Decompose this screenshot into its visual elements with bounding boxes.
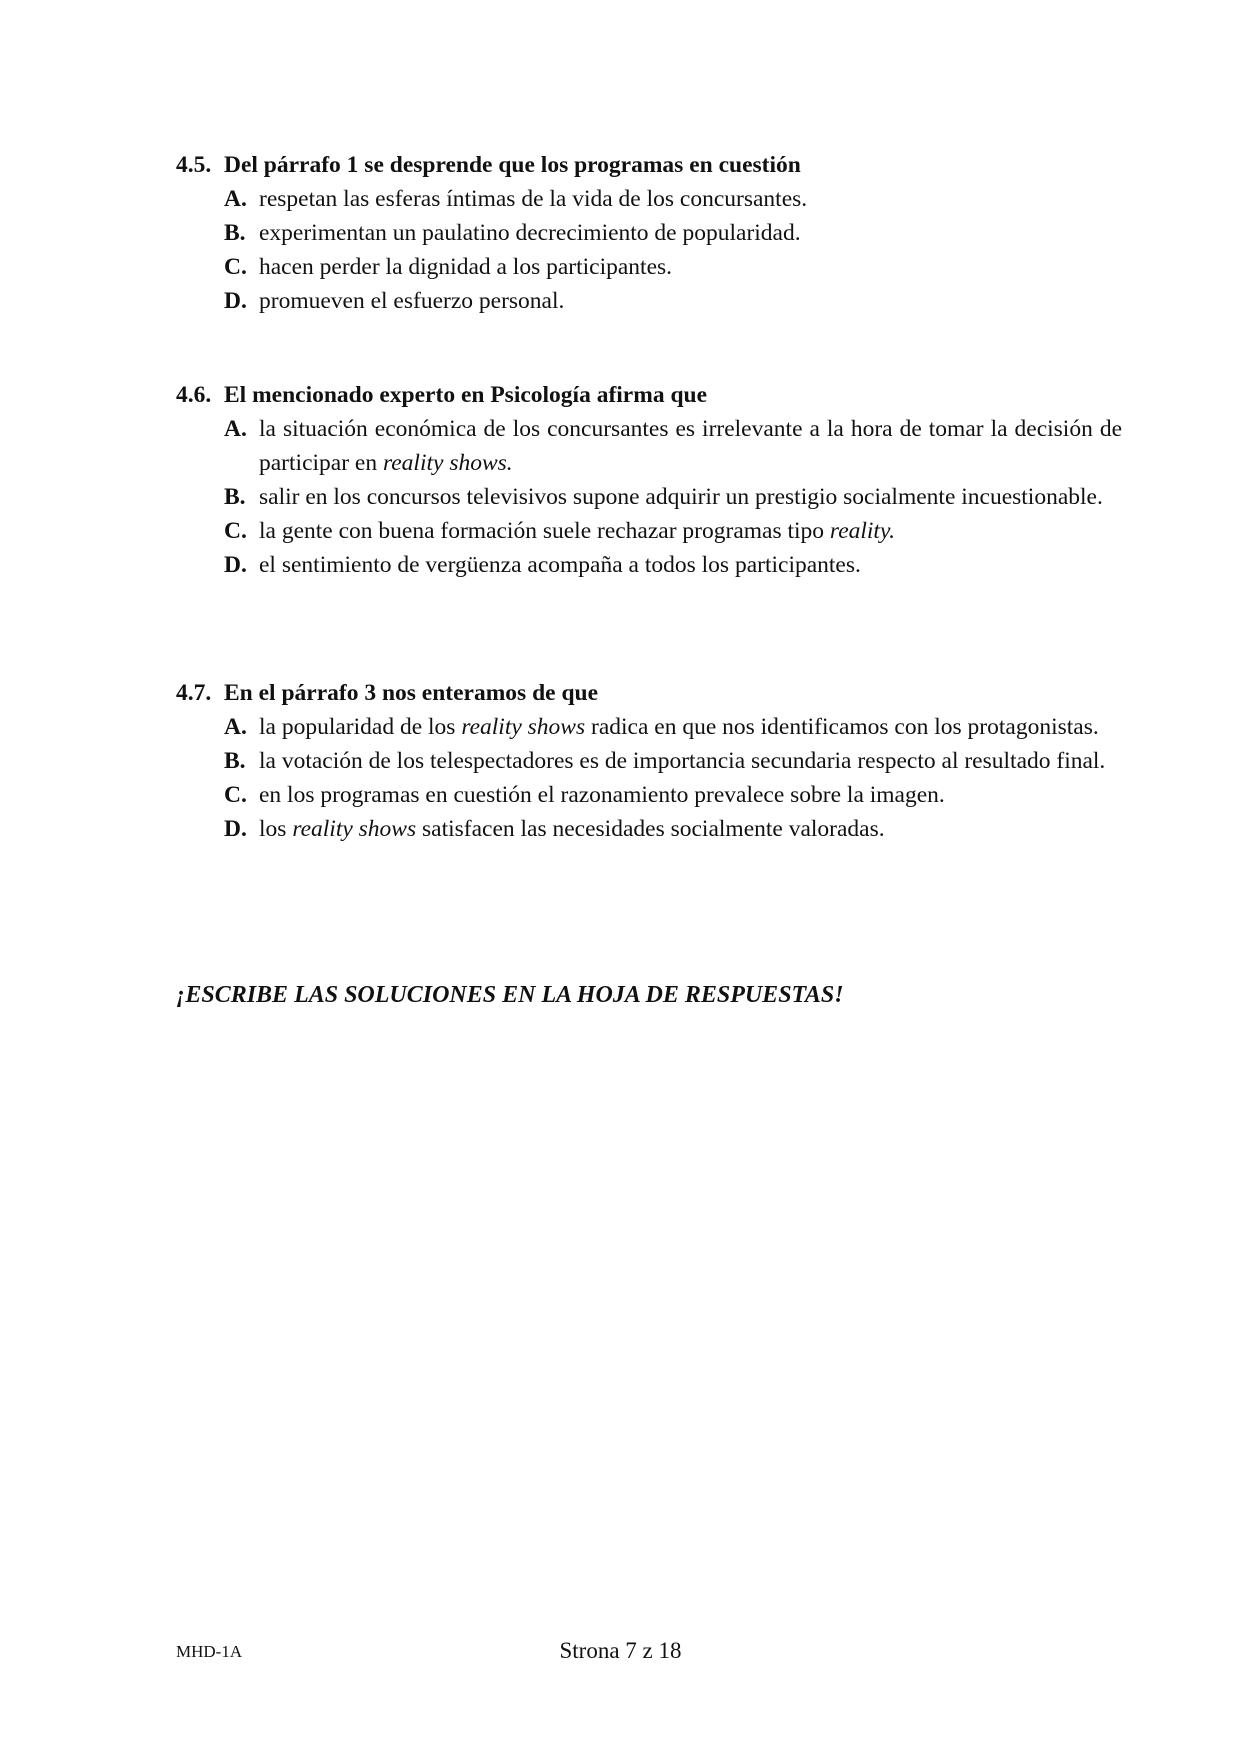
option-text bbox=[259, 284, 1122, 318]
option-letter: A. bbox=[224, 714, 247, 740]
footer-exam-code: MHD-1A bbox=[176, 1642, 243, 1661]
question-stem: Del párrafo 1 se desprende que los programas en cuestión bbox=[224, 152, 801, 178]
question-4-6 bbox=[176, 378, 1122, 582]
option-letter: D. bbox=[224, 552, 247, 578]
options-list bbox=[224, 182, 1122, 318]
option-letter: C. bbox=[224, 782, 247, 808]
option-letter: B. bbox=[224, 220, 246, 246]
option-text-italic: reality shows bbox=[461, 714, 586, 740]
question-heading bbox=[176, 148, 1122, 182]
option-text-segment: la popularidad de los bbox=[259, 714, 462, 740]
question-heading bbox=[176, 378, 1122, 412]
answer-option-b bbox=[224, 216, 1122, 250]
option-text bbox=[259, 480, 1122, 514]
question-4-7 bbox=[176, 676, 1122, 846]
question-number: 4.7. bbox=[176, 680, 212, 706]
question-number: 4.5. bbox=[176, 152, 212, 178]
option-text-segment: los bbox=[259, 816, 293, 842]
option-text bbox=[259, 514, 1122, 548]
answer-option-a bbox=[224, 710, 1122, 744]
option-text-segment: respetan las esferas íntimas de la vida de los concursantes. bbox=[259, 186, 808, 212]
option-letter: A. bbox=[224, 416, 247, 442]
option-text bbox=[259, 548, 1122, 582]
option-text-italic: reality. bbox=[829, 518, 895, 544]
option-text bbox=[259, 216, 1122, 250]
option-text bbox=[259, 744, 1122, 778]
question-stem: En el párrafo 3 nos enteramos de que bbox=[224, 680, 599, 706]
footer-page-number: Strona 7 z 18 bbox=[559, 1638, 682, 1663]
option-text-segment: salir en los concursos televisivos supone adquirir un prestigio socialmente incuestionable. bbox=[259, 484, 1103, 510]
question-heading bbox=[176, 676, 1122, 710]
question-4-5 bbox=[176, 148, 1122, 318]
answer-option-d bbox=[224, 284, 1122, 318]
option-letter: B. bbox=[224, 484, 246, 510]
option-text-segment: hacen perder la dignidad a los participantes. bbox=[259, 254, 673, 280]
option-text bbox=[259, 778, 1122, 812]
answer-option-c bbox=[224, 778, 1122, 812]
option-text-segment: la votación de los telespectadores es de importancia secundaria respecto al resultado final. bbox=[259, 748, 1106, 774]
option-text-segment: en los programas en cuestión el razonamiento prevalece sobre la imagen. bbox=[259, 782, 945, 808]
answer-option-a bbox=[224, 412, 1122, 480]
option-letter: D. bbox=[224, 288, 247, 314]
answer-option-b bbox=[224, 480, 1122, 514]
option-letter: C. bbox=[224, 254, 247, 280]
option-text bbox=[259, 182, 1122, 216]
option-text-segment: el sentimiento de vergüenza acompaña a todos los participantes. bbox=[259, 552, 861, 578]
answer-option-a bbox=[224, 182, 1122, 216]
option-text-segment: la situación económica de los concursantes es irrelevante a la hora de tomar la decisión de participar en bbox=[259, 416, 1122, 476]
option-text-segment: promueven el esfuerzo personal. bbox=[259, 288, 565, 314]
option-text-italic: reality shows bbox=[292, 816, 417, 842]
answer-option-b bbox=[224, 744, 1122, 778]
option-letter: C. bbox=[224, 518, 247, 544]
option-text-segment: la gente con buena formación suele rechazar programas tipo bbox=[259, 518, 830, 544]
answer-option-d bbox=[224, 812, 1122, 846]
option-text-segment: experimentan un paulatino decrecimiento de popularidad. bbox=[259, 220, 801, 246]
option-text-italic: reality shows. bbox=[382, 450, 513, 476]
option-letter: D. bbox=[224, 816, 247, 842]
option-text-segment: satisfacen las necesidades socialmente valoradas. bbox=[416, 816, 885, 842]
answer-option-c bbox=[224, 250, 1122, 284]
options-list bbox=[224, 710, 1122, 846]
question-number: 4.6. bbox=[176, 382, 212, 408]
answer-option-d bbox=[224, 548, 1122, 582]
option-letter: B. bbox=[224, 748, 246, 774]
option-letter: A. bbox=[224, 186, 247, 212]
option-text-segment: radica en que nos identificamos con los protagonistas. bbox=[585, 714, 1099, 740]
option-text bbox=[259, 812, 1122, 846]
options-list bbox=[224, 412, 1122, 582]
option-text bbox=[259, 710, 1122, 744]
option-text bbox=[259, 412, 1122, 480]
answer-option-c bbox=[224, 514, 1122, 548]
answer-sheet-instruction: ¡ESCRIBE LAS SOLUCIONES EN LA HOJA DE RESPUESTAS! bbox=[176, 982, 844, 1008]
option-text bbox=[259, 250, 1122, 284]
question-stem: El mencionado experto en Psicología afirma que bbox=[224, 382, 708, 408]
